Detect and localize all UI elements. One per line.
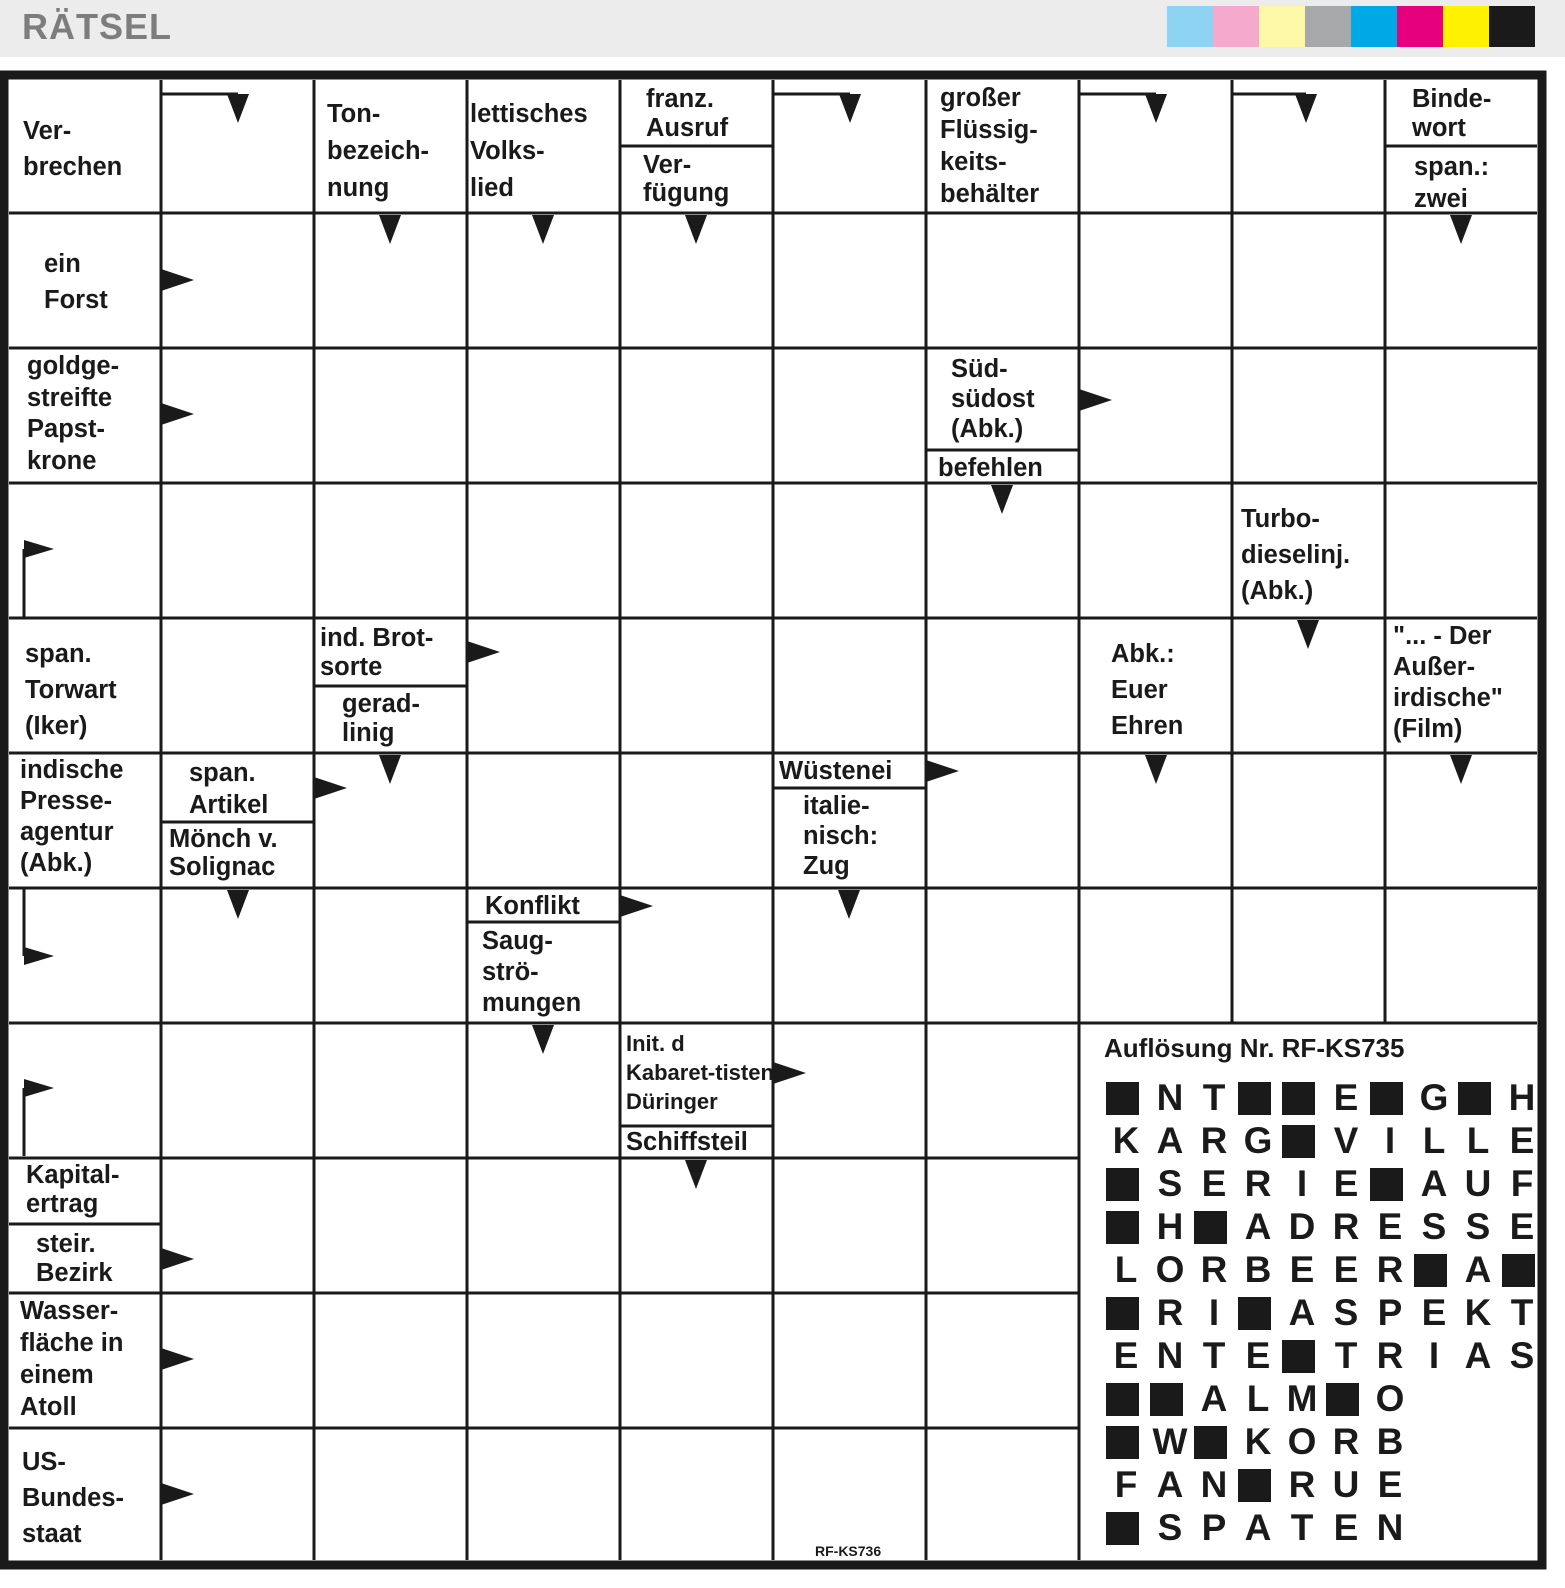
solution-letter: A — [1156, 1464, 1184, 1505]
clue-cell: Saug- strö- mungen — [482, 927, 582, 1017]
solution-letter: S — [1509, 1335, 1535, 1376]
arrow-right — [161, 269, 194, 291]
solution-letter: U — [1332, 1464, 1360, 1505]
solution-letter: A — [1420, 1163, 1448, 1204]
solution-black-square — [1104, 1422, 1148, 1462]
clue-cell: US- Bundes- staat — [22, 1448, 124, 1548]
solution-letter: K — [1244, 1421, 1272, 1462]
solution-black-square — [1104, 1293, 1148, 1333]
solution-letter: A — [1244, 1507, 1272, 1548]
solution-letter: S — [1157, 1507, 1183, 1548]
solution-letter: L — [1246, 1378, 1270, 1419]
arrow-down — [1145, 94, 1167, 123]
solution-letter: H — [1156, 1206, 1184, 1247]
clue-cell: indische Presse- agentur (Abk.) — [20, 756, 124, 877]
arrow-down — [991, 485, 1013, 514]
solution-letter: E — [1377, 1464, 1403, 1505]
solution-letter: R — [1288, 1464, 1316, 1505]
arrow-down — [532, 215, 554, 244]
clue-cell: ein Forst — [44, 250, 108, 314]
clue-cell: Wüstenei — [779, 757, 893, 785]
arrow-down — [1450, 755, 1472, 784]
solution-letter: A — [1244, 1206, 1272, 1247]
solution-letter: R — [1200, 1120, 1228, 1161]
solution-letter: L — [1114, 1249, 1138, 1290]
solution-letter: P — [1377, 1292, 1403, 1333]
solution-letter: A — [1200, 1378, 1228, 1419]
arrow-down — [1297, 620, 1319, 649]
solution-black-square — [1104, 1164, 1148, 1204]
solution-letter: S — [1157, 1163, 1183, 1204]
solution-letter: A — [1288, 1292, 1316, 1333]
arrow-right — [161, 1483, 194, 1505]
solution-black-square — [1236, 1293, 1280, 1333]
solution-letter: R — [1200, 1249, 1228, 1290]
solution-letter: E — [1377, 1206, 1403, 1247]
arrow-down — [379, 755, 401, 784]
solution-letter: K — [1112, 1120, 1140, 1161]
solution-letter: N — [1156, 1335, 1184, 1376]
solution-letter: D — [1288, 1206, 1316, 1247]
solution-letter: L — [1422, 1120, 1446, 1161]
solution-letter: I — [1428, 1335, 1440, 1376]
puzzle-code: RF-KS736 — [815, 1543, 882, 1559]
page-title: RÄTSEL — [22, 6, 172, 47]
solution-letter: R — [1332, 1206, 1360, 1247]
solution-letter: E — [1289, 1249, 1315, 1290]
arrow-down — [685, 215, 707, 244]
solution-black-square — [1192, 1422, 1236, 1462]
solution-letter: U — [1464, 1163, 1492, 1204]
solution-letter: E — [1113, 1335, 1139, 1376]
solution-row — [1104, 1422, 1412, 1462]
solution-black-square — [1148, 1379, 1192, 1419]
solution-letter: S — [1333, 1292, 1359, 1333]
arrow-down — [227, 890, 249, 919]
clue-cell: Süd- südost (Abk.) — [951, 355, 1035, 443]
clue-cell: Wasser- fläche in einem Atoll — [20, 1297, 124, 1421]
clue-cell: großer Flüssig- keits- behälter — [940, 84, 1040, 208]
solution-row — [1104, 1465, 1412, 1505]
clue-cell: goldge- streifte Papst- krone — [27, 352, 120, 475]
solution-letter: E — [1201, 1163, 1227, 1204]
solution-letter: E — [1333, 1507, 1359, 1548]
arrow-right — [314, 777, 347, 799]
solution-black-square — [1192, 1207, 1236, 1247]
solution-letter: T — [1202, 1335, 1226, 1376]
clue-cell: Abk.: Euer Ehren — [1111, 640, 1184, 740]
clue-cell: Binde- wort — [1412, 85, 1492, 142]
solution-row — [1104, 1207, 1544, 1247]
solution-letter: O — [1375, 1378, 1405, 1419]
solution-letter: G — [1243, 1120, 1273, 1161]
solution-letter: E — [1333, 1249, 1359, 1290]
solution-letter: N — [1376, 1507, 1404, 1548]
arrow-down — [839, 94, 861, 123]
arrow-right — [1079, 389, 1112, 411]
solution-letter: T — [1202, 1077, 1226, 1118]
solution-row — [1104, 1164, 1544, 1204]
solution-letter: A — [1464, 1249, 1492, 1290]
clue-cell: Init. d Kabaret-tisten Düringer — [626, 1031, 774, 1114]
solution-letter: A — [1156, 1120, 1184, 1161]
clue-cell: span. Artikel — [189, 759, 269, 819]
solution-letter: R — [1156, 1292, 1184, 1333]
solution-row — [1104, 1293, 1544, 1333]
solution-row — [1104, 1336, 1544, 1376]
solution-row — [1104, 1379, 1412, 1419]
solution-black-square — [1500, 1250, 1544, 1290]
solution-letter: K — [1464, 1292, 1492, 1333]
solution-letter: O — [1155, 1249, 1185, 1290]
solution-black-square — [1280, 1078, 1324, 1118]
solution-letter: E — [1509, 1206, 1535, 1247]
clue-cell: Kapital- ertrag — [26, 1161, 120, 1218]
solution-letter: M — [1286, 1378, 1318, 1419]
solution-letter: R — [1244, 1163, 1272, 1204]
solution-letter: R — [1376, 1335, 1404, 1376]
arrow-right — [24, 947, 54, 965]
solution-letter: N — [1156, 1077, 1184, 1118]
clue-cell: Ver- fügung — [643, 151, 730, 207]
solution-letter: R — [1332, 1421, 1360, 1462]
solution-letter: S — [1465, 1206, 1491, 1247]
solution-title: Auflösung Nr. RF-KS735 — [1104, 1033, 1405, 1063]
clue-cell: span. Torwart (Iker) — [25, 640, 117, 740]
clue-cell: befehlen — [938, 454, 1043, 482]
solution-letter: P — [1201, 1507, 1227, 1548]
solution-letter: E — [1509, 1120, 1535, 1161]
arrow-down — [379, 215, 401, 244]
solution-black-square — [1280, 1121, 1324, 1161]
solution-black-square — [1368, 1164, 1412, 1204]
arrow-down — [532, 1025, 554, 1054]
solution-letter: T — [1290, 1507, 1314, 1548]
solution-letter: V — [1333, 1120, 1359, 1161]
clue-cell: Mönch v. Solignac — [169, 825, 278, 881]
arrow-right — [24, 1079, 54, 1097]
solution-letter: T — [1510, 1292, 1534, 1333]
clue-cell: italie- nisch: Zug — [803, 792, 879, 880]
solution-letter: G — [1419, 1077, 1449, 1118]
arrow-right — [161, 1248, 194, 1270]
arrow-down — [227, 94, 249, 123]
solution-black-square — [1280, 1336, 1324, 1376]
arrow-down — [685, 1160, 707, 1189]
solution-black-square — [1104, 1207, 1148, 1247]
solution-black-square — [1324, 1379, 1368, 1419]
solution-letter: A — [1464, 1335, 1492, 1376]
arrow-right — [161, 1348, 194, 1370]
clue-cell: franz. Ausruf — [646, 85, 729, 142]
solution-black-square — [1412, 1250, 1456, 1290]
solution-letter: F — [1510, 1163, 1534, 1204]
arrow-right — [467, 641, 500, 663]
solution-letter: N — [1200, 1464, 1228, 1505]
arrow-down — [1450, 215, 1472, 244]
solution-letter: L — [1466, 1120, 1490, 1161]
arrow-right — [926, 760, 959, 782]
clue-cell: lettisches Volks- lied — [470, 100, 588, 202]
solution-letter: W — [1152, 1421, 1188, 1462]
solution-letter: H — [1508, 1077, 1536, 1118]
solution-black-square — [1236, 1078, 1280, 1118]
solution-row — [1104, 1508, 1412, 1548]
clue-cell: gerad- linig — [342, 690, 420, 747]
solution-black-square — [1104, 1379, 1148, 1419]
solution-letter: R — [1376, 1249, 1404, 1290]
clue-cell: Ton- bezeich- nung — [327, 100, 430, 202]
solution-letter: E — [1333, 1163, 1359, 1204]
solution-letter: E — [1333, 1077, 1359, 1118]
arrow-right — [161, 403, 194, 425]
solution-letter: I — [1296, 1163, 1308, 1204]
clue-cell: Ver- brechen — [23, 117, 123, 181]
solution-letter: O — [1287, 1421, 1317, 1462]
solution-letter: E — [1421, 1292, 1447, 1333]
solution-letter: F — [1114, 1464, 1138, 1505]
arrow-down — [838, 890, 860, 919]
arrow-right — [24, 540, 54, 558]
arrow-right — [773, 1062, 806, 1084]
arrow-right — [620, 895, 653, 917]
solution-black-square — [1104, 1508, 1148, 1548]
solution-black-square — [1368, 1078, 1412, 1118]
solution-letter: I — [1384, 1120, 1396, 1161]
clue-cell: Schiffsteil — [626, 1128, 748, 1156]
solution-letter: S — [1421, 1206, 1447, 1247]
solution-black-square — [1456, 1078, 1500, 1118]
clue-cell: ind. Brot- sorte — [320, 624, 434, 681]
clue-cell: Konflikt — [485, 892, 580, 920]
clue-cell: steir. Bezirk — [36, 1230, 113, 1287]
solution-letter: B — [1244, 1249, 1272, 1290]
arrow-down — [1145, 755, 1167, 784]
clue-cell: "... - Der Außer- irdische" (Film) — [1393, 622, 1503, 743]
solution-black-square — [1236, 1465, 1280, 1505]
solution-letter: I — [1208, 1292, 1220, 1333]
clue-cell: span.: zwei — [1414, 153, 1490, 213]
clue-cell: Turbo- dieselinj. (Abk.) — [1241, 505, 1351, 605]
solution-row — [1104, 1078, 1544, 1118]
solution-letter: B — [1376, 1421, 1404, 1462]
solution-row — [1104, 1250, 1544, 1290]
solution-letter: E — [1245, 1335, 1271, 1376]
solution-black-square — [1104, 1078, 1148, 1118]
arrow-down — [1295, 94, 1317, 123]
solution-letter: T — [1334, 1335, 1358, 1376]
solution-row — [1104, 1121, 1544, 1161]
